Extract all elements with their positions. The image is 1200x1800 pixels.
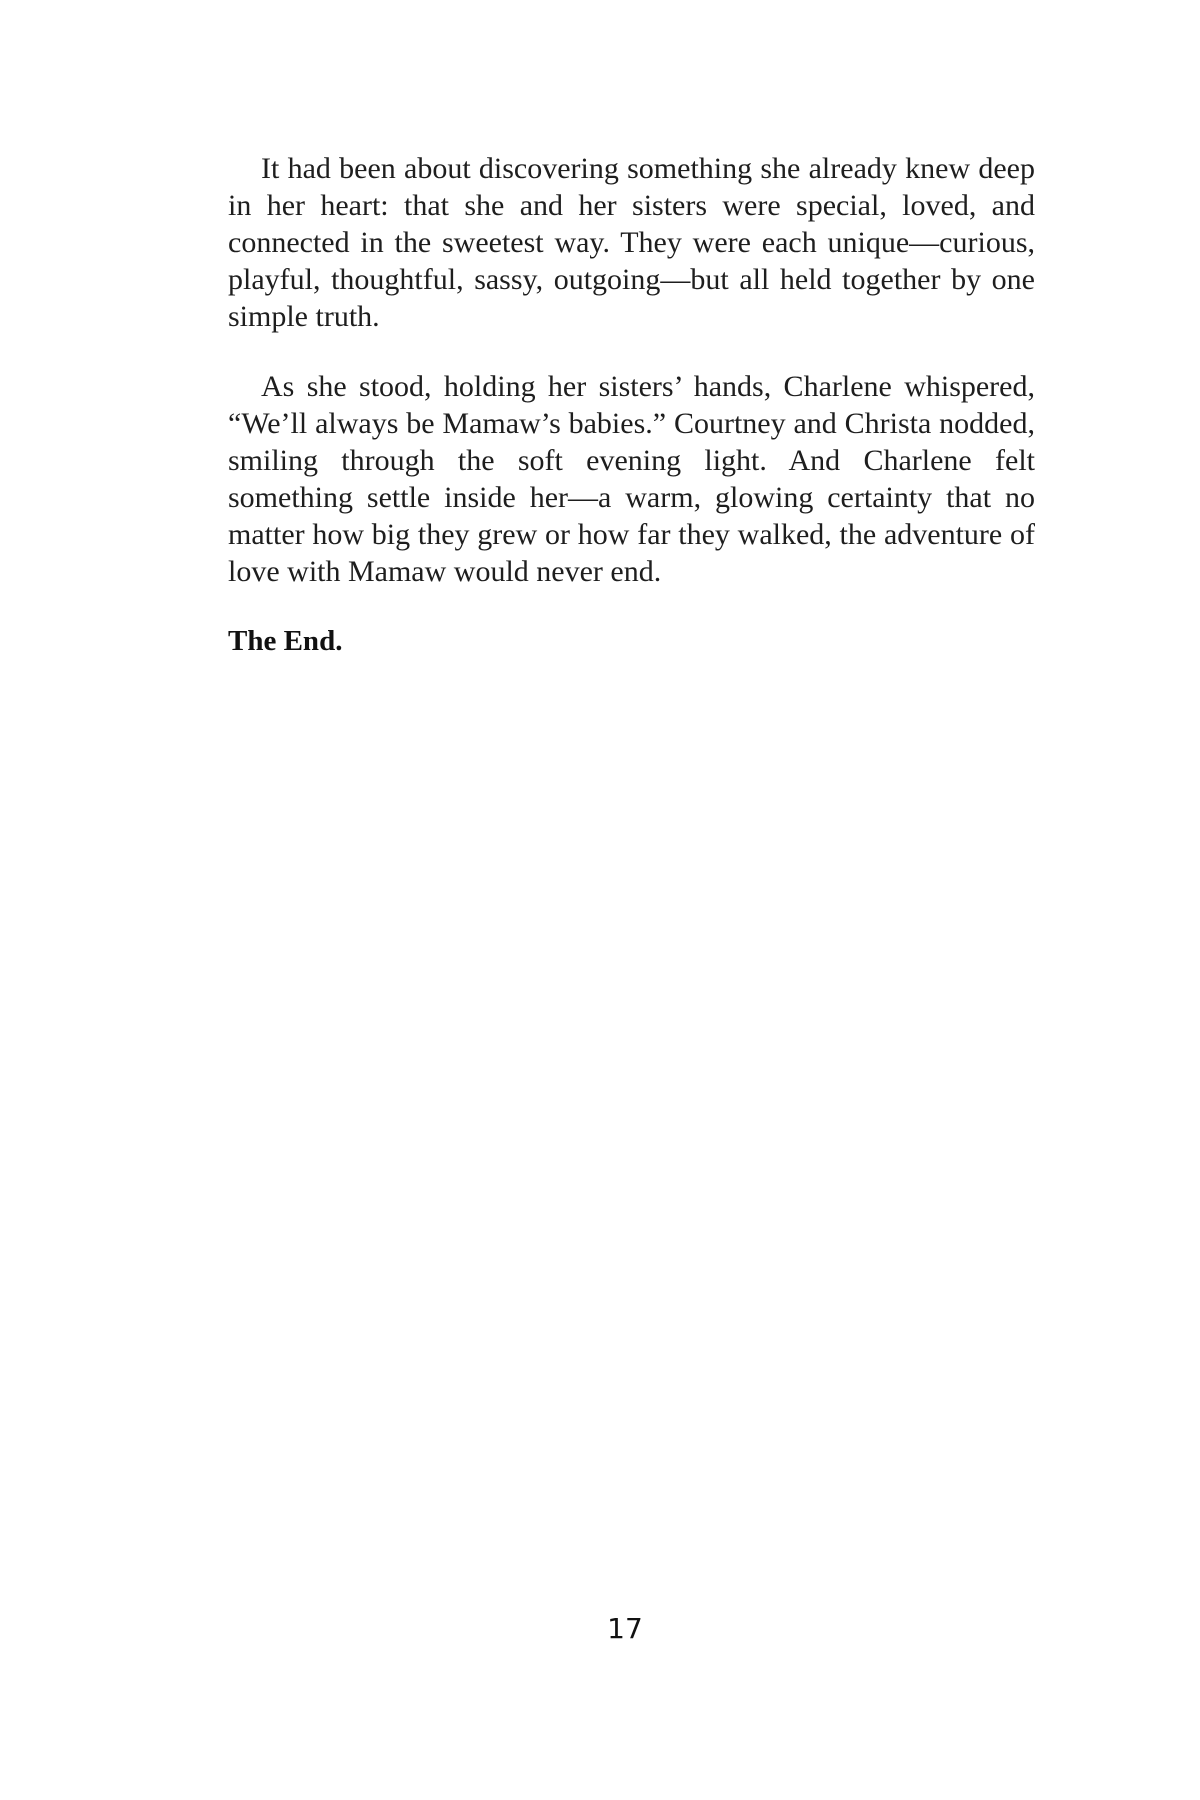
page-number: 17 [607,1612,643,1645]
story-text [228,150,1035,660]
the-end-heading: The End. [228,625,343,657]
paragraph-2: As she stood, holding her sisters’ hands, Charlene whispered, “We’ll always be Mamaw’s babies.” Courtney and Christa nodded, smiling through the soft evening light. And Charlene felt something settle inside her—a warm, glowing certainty that no matter how big they grew or how far they walked, the adventure of love with Mamaw would never end. [228,370,1035,588]
paragraph-1: It had been about discovering something she already knew deep in her heart: that she and her sisters were special, loved, and connected in the sweetest way. They were each unique—curious, playful, thoughtful, sassy, outgoing—but all held together by one simple truth. [228,152,1035,333]
